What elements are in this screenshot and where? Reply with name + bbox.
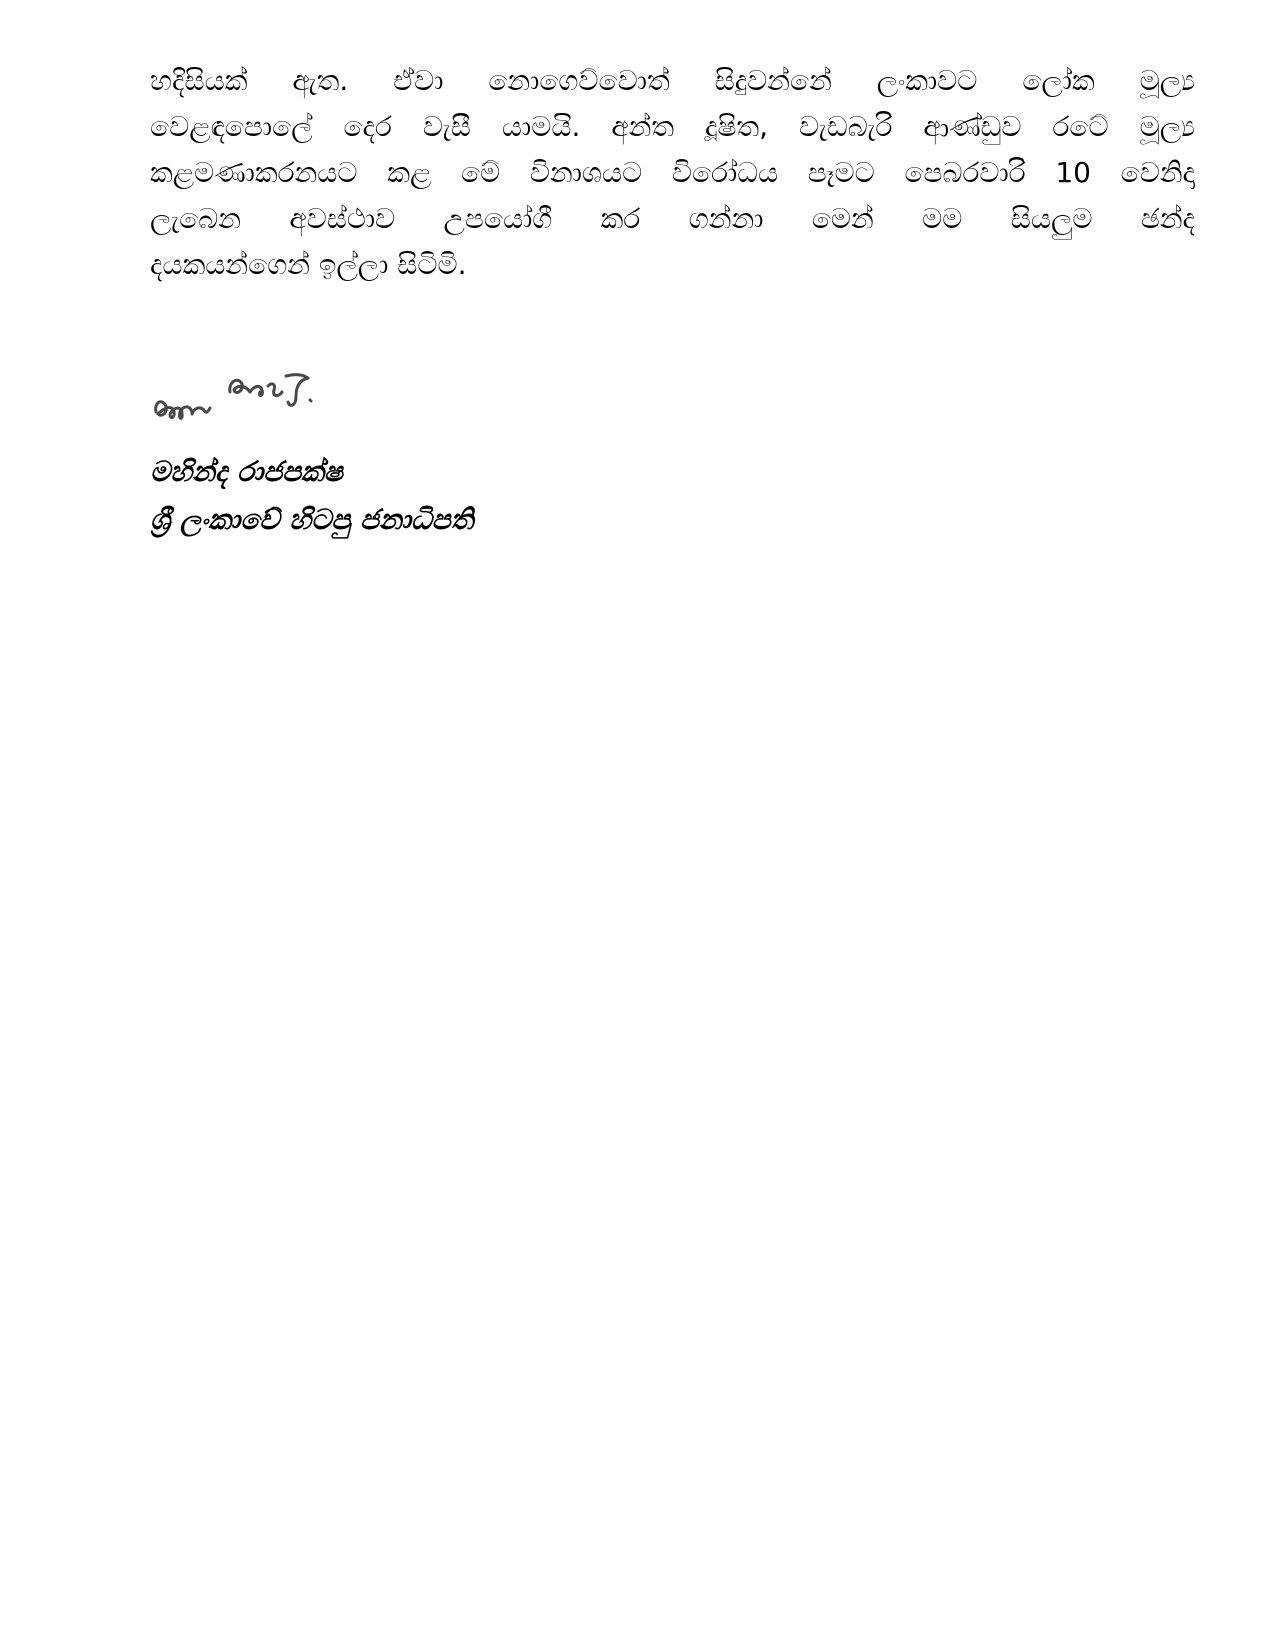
handwritten-signature	[150, 362, 340, 434]
body-line: ලැබෙන අවස්ථාව උපයෝගී කර ගන්නා මෙන් මම සියලුම ඡන්ද	[150, 202, 1195, 235]
body-line: වෙළඳපොලේ දෙර වැසී යාමයි. අන්ත දූෂිත, වැඩබැරි ආණ්ඩුව රටේ මූල්‍ය	[150, 110, 1195, 143]
body-line: හදිසියක් ඇත. ඒවා නොගෙව්වොත් සිදුවන්නේ ලංකාවට ලෝක මූල්‍ය	[150, 64, 1195, 97]
signatory-block	[150, 448, 473, 544]
signatory-title: ශ්‍රී ලංකාවේ හිටපු ජනාධිපති	[150, 503, 474, 536]
letter-body	[150, 58, 1195, 288]
body-line: දයකයන්ගෙන් ඉල්ලා සිටිමි.	[150, 248, 467, 281]
signature-image	[150, 362, 340, 434]
body-line: කළමණාකරනයට කළ මේ විනාශයට විරෝධය පෑමට පෙබරවාරි 10 වෙනිදා	[150, 156, 1195, 189]
signatory-name: මහින්ද රාජපක්ෂ	[150, 455, 343, 488]
